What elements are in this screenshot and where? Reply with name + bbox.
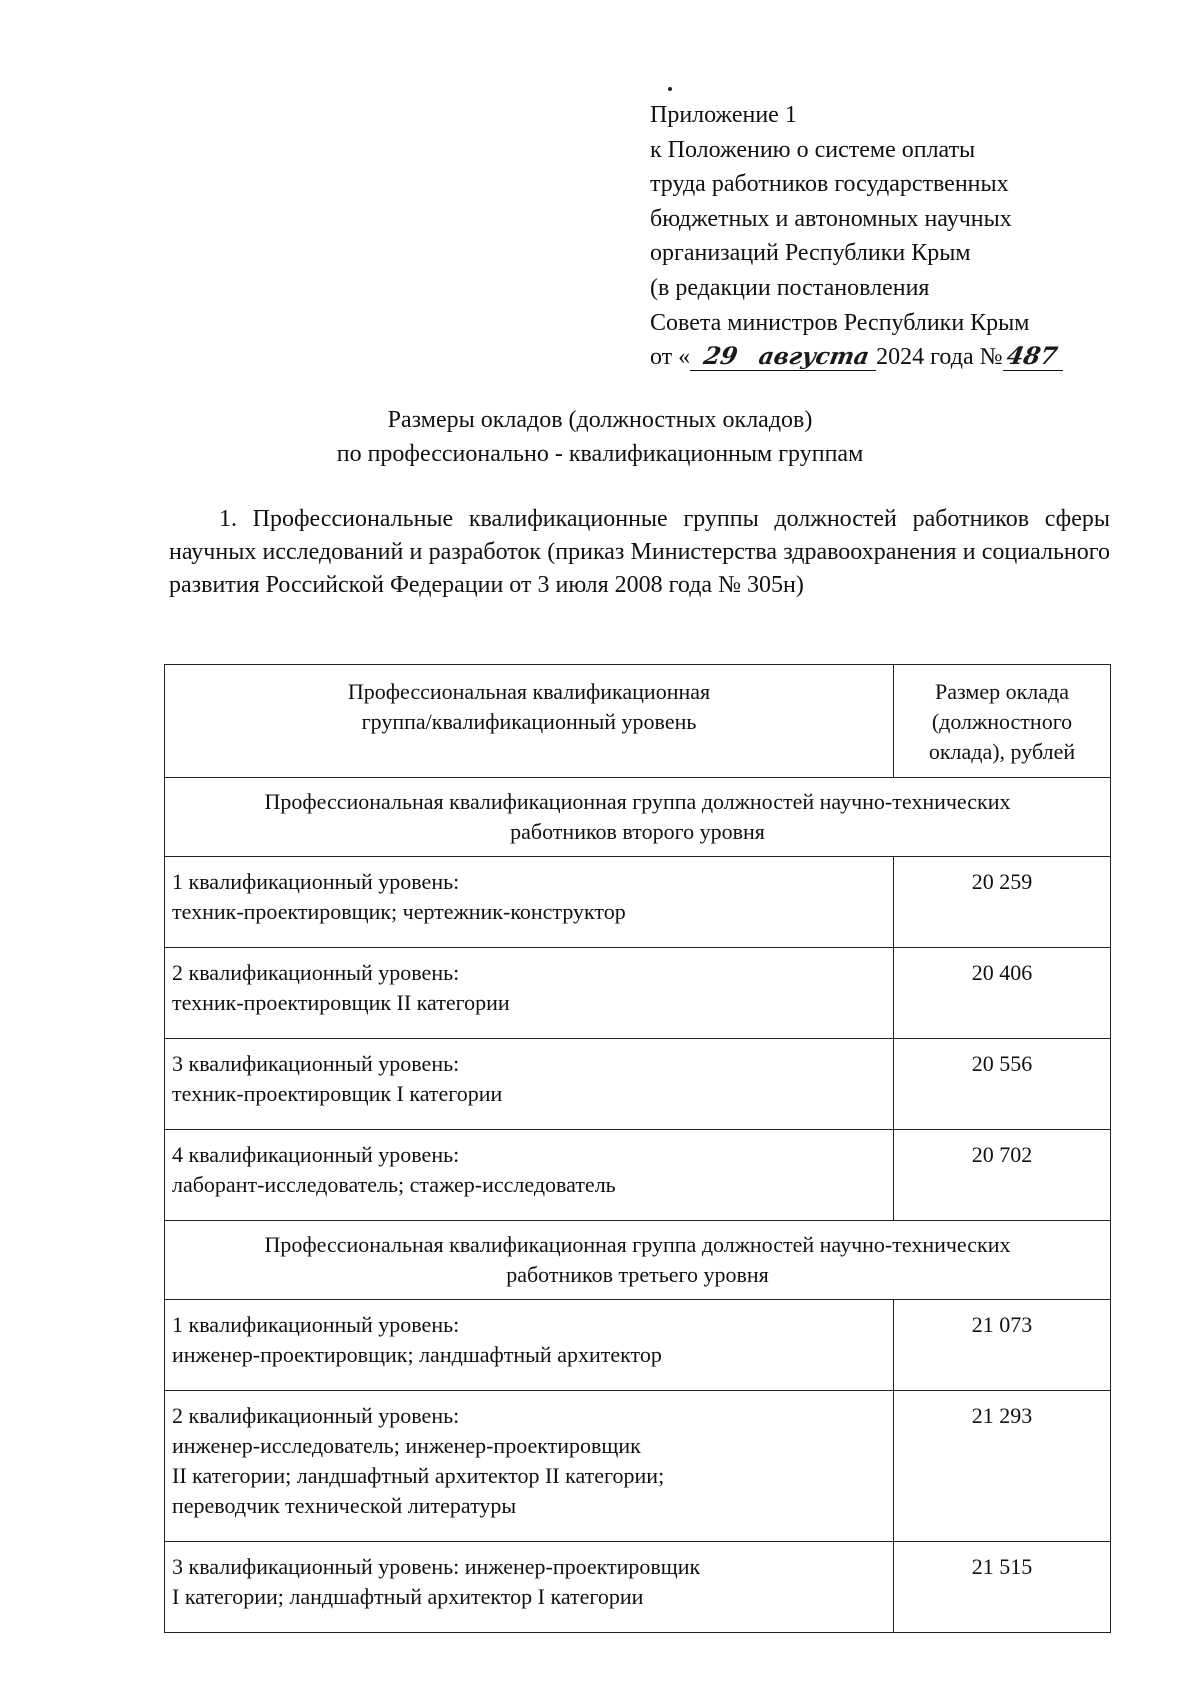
appendix-line: (в редакции постановления xyxy=(650,274,930,301)
group-title-row xyxy=(165,778,1111,857)
salary-value: 20 259 xyxy=(894,857,1111,948)
table-row xyxy=(165,1039,1111,1130)
level-label: 3 квалификационный уровень: xyxy=(172,1051,460,1076)
document-number-field xyxy=(1003,343,1063,371)
handwritten-month: августа xyxy=(756,343,872,371)
level-cell xyxy=(165,948,894,1039)
level-label: 1 квалификационный уровень: xyxy=(172,869,460,894)
level-posts: техник-проектировщик II категории xyxy=(172,990,510,1015)
table-row xyxy=(165,1300,1111,1391)
scan-speck xyxy=(668,87,672,91)
level-posts: инженер-проектировщик; ландшафтный архитектор xyxy=(172,1342,662,1367)
handwritten-number: 487 xyxy=(1004,341,1061,371)
table-row xyxy=(165,948,1111,1039)
section-1 xyxy=(169,503,1110,602)
title-line-2: по профессионально - квалификационным группам xyxy=(336,441,864,467)
appendix-line: Приложение 1 xyxy=(650,102,797,128)
level-posts: техник-проектировщик I категории xyxy=(172,1081,503,1106)
table-row xyxy=(165,857,1111,948)
level-cell xyxy=(165,1300,894,1391)
appendix-line: Совета министров Республики Крым xyxy=(650,309,1030,336)
appendix-line: организаций Республики Крым xyxy=(650,240,971,267)
salary-value: 21 073 xyxy=(894,1300,1111,1391)
date-month-field xyxy=(752,344,876,371)
level-label: 2 квалификационный уровень: xyxy=(172,1403,460,1428)
document-title xyxy=(0,403,1200,471)
date-year-text: 2024 года № xyxy=(876,344,1003,371)
date-day-field xyxy=(690,343,752,371)
group-title: Профессиональная квалификационная группа должностей научно-технических работников второго уровня xyxy=(165,778,1111,857)
level-cell xyxy=(165,1130,894,1221)
group-title: Профессиональная квалификационная группа должностей научно-технических работников третьего уровня xyxy=(165,1221,1111,1300)
table-row xyxy=(165,1391,1111,1542)
level-cell xyxy=(165,857,894,948)
title-line-1: Размеры окладов (должностных окладов) xyxy=(387,407,813,433)
handwritten-day: 29 xyxy=(702,341,741,371)
level-label: 3 квалификационный уровень: инженер-проектировщик I категории; ландшафтный архитектор I категории xyxy=(172,1554,701,1609)
appendix-header xyxy=(650,98,1170,375)
level-cell xyxy=(165,1542,894,1633)
salary-value: 21 293 xyxy=(894,1391,1111,1542)
appendix-line: бюджетных и автономных научных xyxy=(650,205,1012,232)
salary-table xyxy=(164,664,1111,1633)
level-posts: техник-проектировщик; чертежник-конструктор xyxy=(172,899,626,924)
level-cell xyxy=(165,1391,894,1542)
section-1-text: 1. Профессиональные квалификационные группы должностей работников сферы научных исследований и разработок (приказ Министерства здравоохранения и социального развития Российской Федерации от 3 июля 2008 года № 305н) xyxy=(169,506,1110,598)
salary-value: 20 702 xyxy=(894,1130,1111,1221)
salary-value: 20 556 xyxy=(894,1039,1111,1130)
appendix-line: труда работников государственных xyxy=(650,171,1009,198)
group-title-row xyxy=(165,1221,1111,1300)
salary-value: 21 515 xyxy=(894,1542,1111,1633)
level-label: 4 квалификационный уровень: xyxy=(172,1142,460,1167)
table-row xyxy=(165,1542,1111,1633)
date-prefix: от « xyxy=(650,344,691,371)
level-cell xyxy=(165,1039,894,1130)
level-posts: инженер-исследователь; инженер-проектировщик II категории; ландшафтный архитектор II категории; переводчик технической литературы xyxy=(172,1433,665,1518)
appendix-date-line xyxy=(650,340,1170,375)
level-posts: лаборант-исследователь; стажер-исследователь xyxy=(172,1172,616,1197)
table-header-row xyxy=(165,665,1111,778)
header-salary: Размер оклада (должностного оклада), рублей xyxy=(894,665,1111,778)
table-row xyxy=(165,1130,1111,1221)
appendix-line: к Положению о системе оплаты xyxy=(650,136,976,163)
level-label: 2 квалификационный уровень: xyxy=(172,960,460,985)
level-label: 1 квалификационный уровень: xyxy=(172,1312,460,1337)
header-qualification-group: Профессиональная квалификационная группа/квалификационный уровень xyxy=(165,665,894,778)
salary-value: 20 406 xyxy=(894,948,1111,1039)
